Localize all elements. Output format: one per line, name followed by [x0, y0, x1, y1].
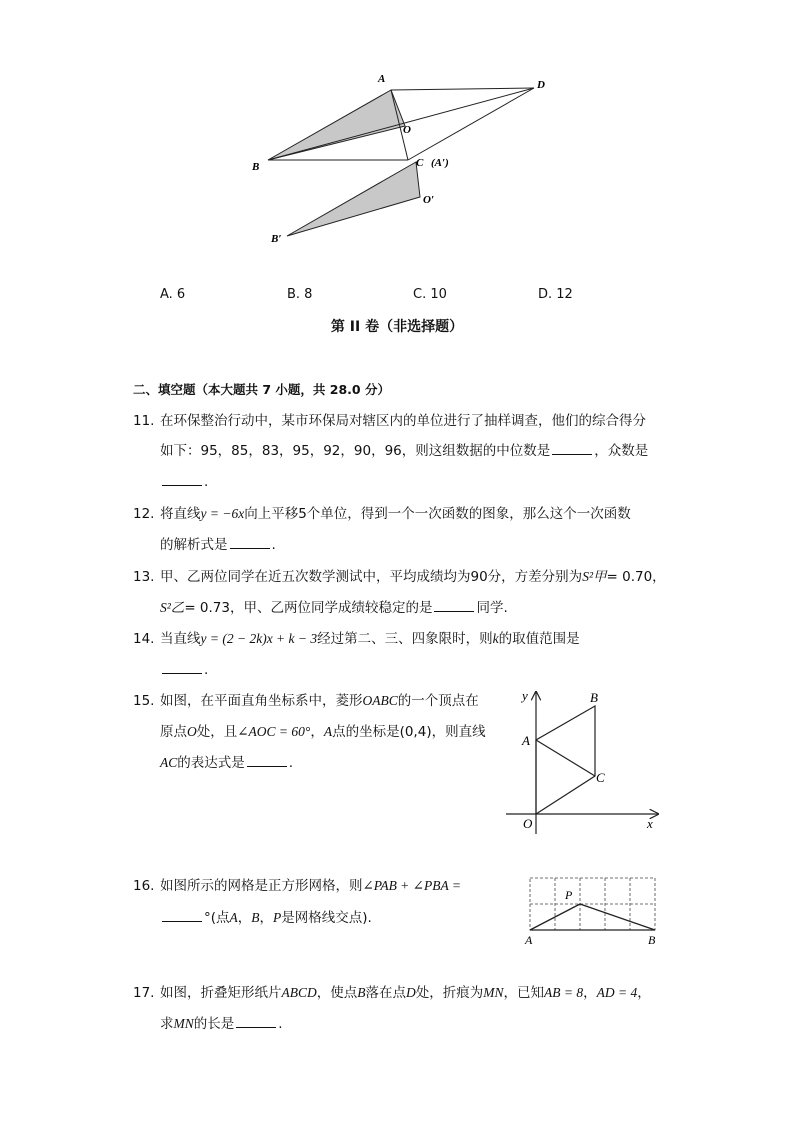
q15-text-b: 的一个顶点在	[397, 693, 479, 709]
segment-AP	[530, 904, 580, 930]
question-14-line-2	[160, 660, 208, 680]
q14-text-c: 的取值范围是	[498, 631, 580, 647]
shaded-triangle-ApBpOp	[287, 162, 420, 236]
q17-AB: AB = 8	[544, 985, 584, 1000]
answer-blank[interactable]	[247, 754, 287, 767]
q12-text-c: 的解析式是	[160, 537, 228, 553]
label-A: A	[525, 933, 533, 947]
q17-period: .	[278, 1016, 283, 1032]
q11-period: .	[204, 474, 209, 490]
q16-text-c: 是网格线交点).	[281, 910, 372, 926]
grid-figure	[520, 872, 665, 947]
label-O-prime: O′	[423, 194, 435, 206]
question-11-line-3	[160, 472, 208, 492]
label-D: D	[537, 79, 545, 91]
q15-A: A	[323, 724, 333, 739]
question-14-line-1	[160, 629, 580, 649]
label-A-prime: (A′)	[431, 157, 449, 169]
answer-blank[interactable]	[162, 473, 202, 486]
q17-MN-2: MN	[173, 1016, 194, 1031]
q14-text-a: 当直线	[160, 631, 201, 647]
q17-AD: AD = 4	[596, 985, 638, 1000]
q14-text-b: 经过第二、三、四象限时，则	[317, 631, 493, 647]
question-number: 12.	[133, 506, 155, 522]
q16-angle-sum: ∠PAB + ∠PBA =	[362, 878, 461, 893]
question-number: 16.	[133, 878, 155, 894]
q17-text-g: 的长是	[193, 1016, 235, 1032]
question-number: 17.	[133, 985, 155, 1001]
q12-text-b: 向上平移5个单位，得到一个一次函数的图象，那么这个一次函数	[244, 506, 631, 522]
answer-blank[interactable]	[434, 599, 474, 612]
question-11-line-1: 在环保整治行动中，某市环保局对辖区内的单位进行了抽样调查，他们的综合得分	[160, 413, 646, 429]
answer-blank[interactable]	[236, 1015, 276, 1028]
q14-math-line: y = (2 − 2k)x + k − 3	[200, 631, 318, 646]
q15-text-f: ，则直线	[431, 724, 486, 740]
question-16-line-1	[160, 876, 461, 896]
q13-text-b: = 0.73，甲、乙两位同学成绩较稳定的是	[184, 600, 433, 616]
q15-text-c: 原点	[160, 724, 187, 740]
label-x: x	[647, 816, 653, 831]
q16-comma-1: ，	[237, 910, 252, 926]
q17-text-b: ，使点	[316, 985, 358, 1001]
q13-text-a: 甲、乙两位同学在近五次数学测试中，平均成绩均为90分，方差分别为	[160, 569, 583, 585]
label-B-prime: B′	[271, 233, 282, 245]
q17-comma: ，	[583, 985, 597, 1001]
q15-text-g: 的表达式是	[177, 755, 245, 771]
q17-text-d: 处，折痕为	[415, 985, 484, 1001]
q15-comma: ，	[310, 724, 324, 740]
answer-blank[interactable]	[230, 536, 270, 549]
segment-PB	[580, 904, 655, 930]
q17-text-e: ，已知	[503, 985, 544, 1001]
choice-b[interactable]: B. 8	[287, 287, 313, 302]
q15-angle: ∠AOC = 60°	[237, 724, 311, 739]
answer-blank[interactable]	[162, 909, 202, 922]
q15-text-d: 处，且	[196, 724, 238, 740]
label-A: A	[378, 73, 386, 85]
q16-text-a: 如图所示的网格是正方形网格，则	[160, 878, 363, 894]
label-O: O	[523, 816, 533, 831]
question-12-line-2	[160, 535, 276, 555]
question-13-line-2	[160, 598, 508, 618]
choice-d[interactable]: D. 12	[538, 287, 573, 302]
rhombus-coordinate-figure	[500, 686, 665, 836]
q15-text-a: 如图，在平面直角坐标系中，菱形	[160, 693, 363, 709]
question-number: 11.	[133, 413, 155, 429]
q16-A: A	[229, 910, 238, 925]
q17-text-a: 如图，折叠矩形纸片	[160, 985, 282, 1001]
label-A: A	[522, 733, 530, 748]
q15-coord: (0,4)	[399, 724, 432, 740]
q15-text-e: 点的坐标是	[332, 724, 400, 740]
section-heading: 二、填空题（本大题共 7 小题，共 28.0 分）	[133, 382, 390, 397]
q13-value-jia: = 0.70，	[606, 569, 666, 585]
label-O: O	[403, 124, 411, 136]
q11-text-b: ，众数是	[594, 443, 649, 459]
question-12-line-1	[160, 504, 631, 524]
q17-text-f: 求	[160, 1016, 174, 1032]
question-number: 14.	[133, 631, 155, 647]
shaded-triangle-ABO	[268, 90, 405, 160]
q12-text-a: 将直线	[160, 506, 201, 522]
label-C: C	[416, 157, 424, 169]
q12-period: .	[271, 537, 276, 553]
q17-D: D	[406, 985, 416, 1000]
rhombus-OABC	[536, 706, 595, 814]
question-number: 13.	[133, 569, 155, 585]
question-15-line-1	[160, 691, 479, 711]
question-11-line-2	[160, 441, 648, 461]
label-B: B	[590, 690, 598, 705]
label-C: C	[596, 770, 605, 785]
question-15-line-3	[160, 753, 293, 773]
line-AC	[536, 740, 595, 776]
choice-c[interactable]: C. 10	[413, 287, 447, 302]
q16-B: B	[251, 910, 260, 925]
choice-a[interactable]: A. 6	[160, 287, 186, 302]
question-17-line-1	[160, 983, 651, 1003]
question-16-line-2	[160, 908, 372, 928]
q15-O: O	[187, 724, 197, 739]
answer-blank[interactable]	[552, 442, 592, 455]
q15-OABC: OABC	[362, 693, 398, 708]
question-number: 15.	[133, 693, 155, 709]
q13-variance-yi: S²乙	[160, 600, 185, 615]
q17-B: B	[357, 985, 366, 1000]
answer-blank[interactable]	[162, 661, 202, 674]
q17-MN: MN	[483, 985, 504, 1000]
q13-variance-jia: S²甲	[582, 569, 607, 584]
part-title: 第 II 卷（非选择题）	[330, 319, 464, 335]
q17-text-c: 落在点	[365, 985, 406, 1001]
q17-comma-2: ，	[637, 985, 651, 1001]
q13-text-c: 同学.	[476, 600, 508, 616]
question-17-line-2	[160, 1014, 283, 1034]
q16-comma-2: ，	[259, 910, 274, 926]
q12-math-line: y = −6x	[200, 506, 245, 521]
top-geometry-figure	[245, 70, 555, 250]
q15-period: .	[288, 755, 294, 771]
label-B: B	[252, 161, 260, 173]
q16-P: P	[273, 910, 282, 925]
q15-AC: AC	[160, 755, 178, 770]
question-13-line-1	[160, 567, 666, 587]
question-15-line-2	[160, 722, 486, 742]
label-P: P	[565, 888, 573, 902]
label-y: y	[522, 688, 528, 703]
label-B: B	[648, 933, 656, 947]
q17-ABCD: ABCD	[281, 985, 317, 1000]
q11-text-a: 如下：95，85，83，95，92，90，96，则这组数据的中位数是	[160, 443, 551, 459]
q16-text-b: °(点	[204, 910, 230, 926]
q14-period: .	[204, 662, 209, 678]
q14-k: k	[492, 631, 499, 646]
